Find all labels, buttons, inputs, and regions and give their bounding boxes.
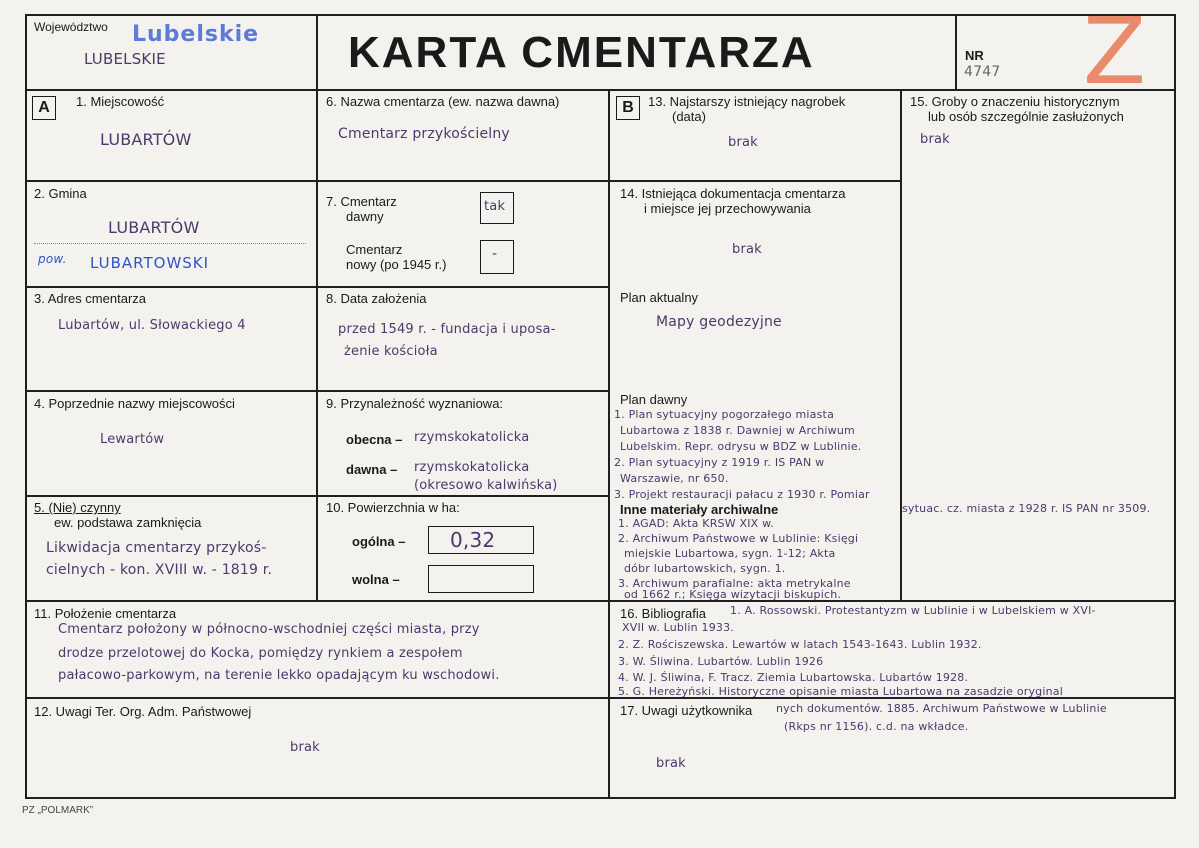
inne-line: 2. Archiwum Państwowe w Lublinie: Księgi [618, 532, 859, 545]
f10-wolna-box [428, 565, 534, 593]
f7-value: tak [484, 199, 506, 214]
f9-dawna-value-2: (okresowo kalwińska) [414, 478, 558, 493]
f9-obecna-value: rzymskokatolicka [414, 430, 530, 445]
f12-value: brak [290, 740, 320, 755]
f16-line: 3. W. Śliwina. Lubartów. Lublin 1926 [618, 655, 824, 668]
nr-label: NR [965, 48, 984, 63]
plan-dawny-line: 1. Plan sytuacyjny pogorzałego miasta [614, 408, 835, 421]
f4-label: 4. Poprzednie nazwy miejscowości [34, 396, 235, 411]
f13-value: brak [728, 135, 758, 150]
f14-value: brak [732, 242, 762, 257]
plan-dawny-line: Lubartowa z 1838 r. Dawniej w Archiwum [620, 424, 855, 437]
section-b-badge: B [616, 96, 640, 120]
f7-label: 7. Cmentarz [326, 194, 397, 209]
row-line-2 [25, 286, 609, 288]
frame-top [25, 14, 1175, 16]
row-line-5 [25, 600, 1175, 602]
f16-line: 5. G. Hereżyński. Historyczne opisanie miasta Lubartowa na zasadzie oryginal [618, 685, 1063, 698]
plan-dawny-line: Lubelskim. Repr. odrysu w BDZ w Lublinie. [620, 440, 862, 453]
f7-label2: dawny [346, 209, 384, 224]
plan-dawny-line: 3. Projekt restauracji pałacu z 1930 r. Pomiar [614, 488, 870, 501]
f17-cont-1: nych dokumentów. 1885. Archiwum Państwowe w Lublinie [776, 702, 1107, 715]
f16-line: 4. W. J. Śliwina, F. Tracz. Ziemia Lubartowska. Lubartów 1928. [618, 671, 969, 684]
f5-label: 5. (Nie) czynny [34, 500, 121, 515]
plan-dawny-label: Plan dawny [620, 392, 688, 407]
f17-cont-2: (Rkps nr 1156). c.d. na wkładce. [784, 720, 969, 733]
f16-label: 16. Bibliografia [620, 606, 706, 621]
wojewodztwo-stamp: Lubelskie [132, 22, 260, 47]
frame-left [25, 14, 27, 798]
nr-value: 4747 [964, 64, 1001, 80]
page-title: KARTA CMENTARZA [348, 28, 815, 77]
f10-ogolna-value: 0,32 [450, 528, 496, 552]
f2-pow-label: pow. [38, 252, 67, 266]
inne-line: miejskie Lubartowa, sygn. 1-12; Akta [624, 547, 836, 560]
plan-dawny-line: 2. Plan sytuacyjny z 1919 r. IS PAN w [614, 456, 825, 469]
f15-value: brak [920, 132, 950, 147]
f16-line: XVII w. Lublin 1933. [622, 621, 734, 634]
col-divider-c [900, 89, 902, 601]
inne-line: od 1662 r.; Księga wizytacji biskupich. [624, 588, 842, 601]
f15-label: 15. Groby o znaczeniu historycznym [910, 94, 1120, 109]
f8-value-2: żenie kościoła [344, 344, 438, 359]
row-line-4 [25, 495, 609, 497]
wojewodztwo-label: Województwo [34, 20, 108, 34]
f9-dawna-label: dawna – [346, 462, 398, 477]
header-divider-2 [955, 14, 957, 90]
f13-label2: (data) [672, 109, 706, 124]
f11-line: drodze przelotowej do Kocka, pomiędzy rynkiem a zespołem [58, 646, 463, 661]
plan-aktualny-value: Mapy geodezyjne [656, 314, 782, 330]
f17-label: 17. Uwagi użytkownika [620, 703, 753, 718]
section-a-badge: A [32, 96, 56, 120]
f13-label: 13. Najstarszy istniejący nagrobek [648, 94, 846, 109]
f4-value: Lewartów [100, 432, 165, 447]
f10-ogolna-label: ogólna – [352, 534, 406, 549]
f11-line: pałacowo-parkowym, na terenie lekko opadającym ku wschodowi. [58, 668, 500, 683]
f5-value-2: cielnych - kon. XVIII w. - 1819 r. [46, 562, 273, 578]
f3-value: Lubartów, ul. Słowackiego 4 [58, 318, 246, 333]
f11-line: Cmentarz położony w północno-wschodniej części miasta, przy [58, 622, 480, 637]
f3-label: 3. Adres cmentarza [34, 291, 146, 306]
row-line-1 [25, 180, 609, 182]
row-line-3 [25, 390, 609, 392]
printer-mark: PZ „POLMARK” [22, 805, 94, 816]
f14-label2: i miejsce jej przechowywania [644, 201, 811, 216]
col-divider-a [316, 89, 318, 601]
f2-value: LUBARTÓW [108, 218, 200, 237]
f10-wolna-label: wolna – [352, 572, 400, 587]
f8-value-1: przed 1549 r. - fundacja i uposa- [338, 322, 556, 337]
f7b-label: Cmentarz [346, 242, 403, 257]
f5-sublabel: ew. podstawa zamknięcia [54, 515, 202, 530]
inne-line: dóbr lubartowskich, sygn. 1. [624, 562, 786, 575]
f8-label: 8. Data założenia [326, 291, 427, 306]
f7b-label2: nowy (po 1945 r.) [346, 257, 447, 272]
f14-label: 14. Istniejąca dokumentacja cmentarza [620, 186, 846, 201]
f15-label2: lub osób szczególnie zasłużonych [928, 109, 1124, 124]
f7b-value: - [492, 246, 498, 262]
f1-value: LUBARTÓW [100, 130, 192, 149]
wojewodztwo-handwritten: LUBELSKIE [84, 50, 166, 68]
col-divider-b [608, 89, 610, 798]
f9-label: 9. Przynależność wyznaniowa: [326, 396, 504, 411]
f2-pow-value: LUBARTOWSKI [90, 254, 210, 272]
header-divider-1 [316, 14, 318, 90]
f9-dawna-value: rzymskokatolicka [414, 460, 530, 475]
plan-dawny-cont: sytuac. cz. miasta z 1928 r. IS PAN nr 3509. [902, 502, 1151, 515]
f6-value: Cmentarz przykościelny [338, 126, 510, 142]
f11-label: 11. Położenie cmentarza [34, 606, 177, 621]
f17-value: brak [656, 756, 686, 771]
frame-right [1174, 14, 1176, 798]
plan-aktualny-label: Plan aktualny [620, 290, 699, 305]
f5-value-1: Likwidacja cmentarzy przykoś- [46, 540, 267, 556]
f10-label: 10. Powierzchnia w ha: [326, 500, 460, 515]
f16-first: 1. A. Rossowski. Protestantyzm w Lublinie i w Lubelskiem w XVI- [730, 604, 1096, 617]
f6-label: 6. Nazwa cmentarza (ew. nazwa dawna) [326, 94, 560, 109]
f16-line: 2. Z. Rościszewska. Lewartów w latach 1543-1643. Lublin 1932. [618, 638, 982, 651]
category-letter: Z [1083, 0, 1147, 105]
plan-dawny-line: Warszawie, nr 650. [620, 472, 729, 485]
f12-label: 12. Uwagi Ter. Org. Adm. Państwowej [34, 704, 252, 719]
frame-bottom [25, 797, 1176, 799]
inne-line: 3. Archiwum parafialne: akta metrykalne [618, 577, 851, 590]
f9-obecna-label: obecna – [346, 432, 403, 447]
f2-dotted-line [34, 243, 306, 244]
inne-line: 1. AGAD: Akta KRSW XIX w. [618, 517, 774, 530]
header-bottom [25, 89, 1175, 91]
row-line-b1 [608, 180, 901, 182]
f2-label: 2. Gmina [34, 186, 87, 201]
f1-label: 1. Miejscowość [76, 94, 165, 109]
inne-label: Inne materiały archiwalne [620, 502, 779, 517]
